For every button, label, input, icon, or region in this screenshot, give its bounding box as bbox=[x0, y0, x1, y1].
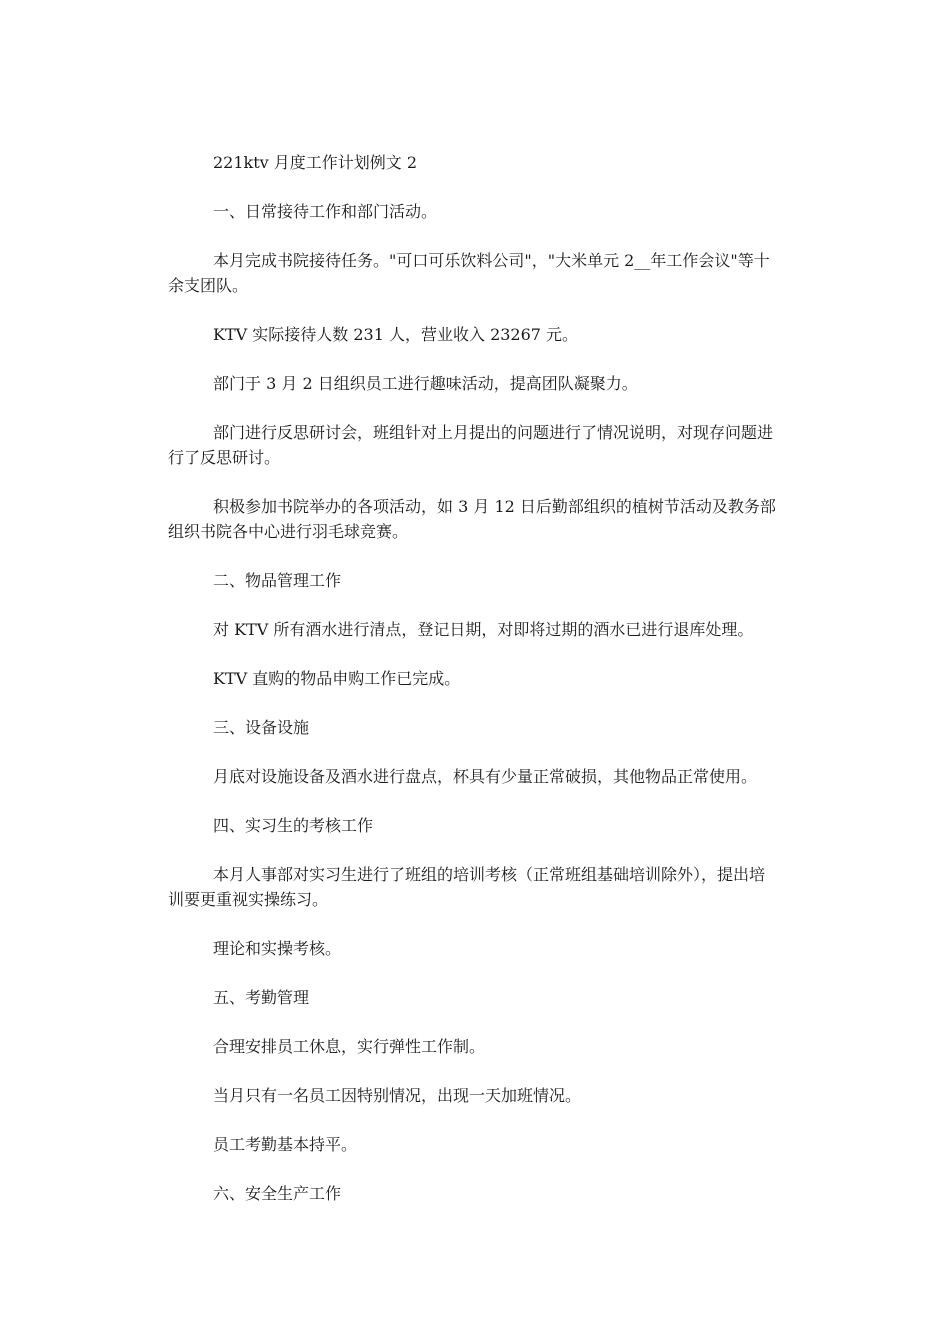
section-heading-3: 三、设备设施 bbox=[213, 718, 310, 737]
section-heading-5: 五、考勤管理 bbox=[213, 988, 310, 1007]
paragraph: 部门进行反思研讨会，班组针对上月提出的问题进行了情况说明，对现存问题进行了反思研讨。 bbox=[168, 423, 774, 467]
paragraph: 积极参加书院举办的各项活动，如 3 月 12 日后勤部组织的植树节活动及教务部组织书院各中心进行羽毛球竞赛。 bbox=[168, 497, 776, 541]
paragraph: 本月完成书院接待任务。"可口可乐饮料公司"，"大米单元 2__年工作会议"等十余支团队。 bbox=[168, 251, 770, 295]
document-title: 221ktv 月度工作计划例文 2 bbox=[213, 153, 418, 172]
paragraph: KTV 直购的物品申购工作已完成。 bbox=[213, 669, 461, 688]
paragraph: 对 KTV 所有酒水进行清点，登记日期，对即将过期的酒水已进行退库处理。 bbox=[213, 620, 754, 639]
section-heading-4: 四、实习生的考核工作 bbox=[213, 816, 374, 835]
paragraph: 本月人事部对实习生进行了班组的培训考核（正常班组基础培训除外），提出培训要更重视实操练习。 bbox=[168, 865, 766, 909]
section-heading-6: 六、安全生产工作 bbox=[213, 1184, 342, 1203]
paragraph: 月底对设施设备及酒水进行盘点，杯具有少量正常破损，其他物品正常使用。 bbox=[213, 767, 758, 786]
paragraph: 合理安排员工休息，实行弹性工作制。 bbox=[213, 1037, 486, 1056]
document-body bbox=[168, 150, 780, 1230]
paragraph: 员工考勤基本持平。 bbox=[213, 1135, 358, 1154]
paragraph: 理论和实操考核。 bbox=[213, 939, 342, 958]
paragraph: 当月只有一名员工因特别情况，出现一天加班情况。 bbox=[213, 1086, 582, 1105]
paragraph: 部门于 3 月 2 日组织员工进行趣味活动，提高团队凝聚力。 bbox=[213, 374, 638, 393]
paragraph: KTV 实际接待人数 231 人，营业收入 23267 元。 bbox=[213, 325, 579, 344]
section-heading-2: 二、物品管理工作 bbox=[213, 571, 342, 590]
section-heading-1: 一、日常接待工作和部门活动。 bbox=[213, 202, 438, 221]
